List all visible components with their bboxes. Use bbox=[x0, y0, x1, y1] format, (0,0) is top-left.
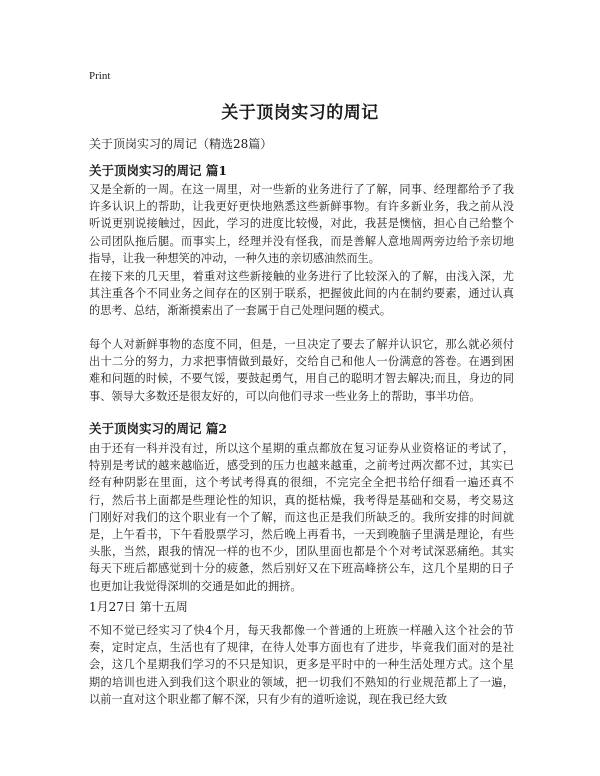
paragraph-3-1: 不知不觉已经实习了快4个月，每天我都像一个普通的上班族一样融入这个社会的节奏，定时定点，生活也有了规律，在待人处事方面也有了进步，毕竟我们面对的是社会，这几个星期我们学习的不只是知识，更多是平时中的一种生活处理方式。这个星期的培训也进入到我们这个职业的领域，把一切我们不熟知的行业规范都上了一遍，以前一直对这个职业都了解不深，只有少有的道听途说，现在我已经大致 bbox=[89, 624, 514, 706]
document-subtitle: 关于顶岗实习的周记（精选28篇） bbox=[89, 137, 273, 151]
print-link[interactable]: Print bbox=[89, 70, 111, 82]
paragraph-1-1: 又是全新的一周。在这一周里，对一些新的业务进行了了解，同事、经理都给予了我许多认识上的帮助，让我更好更快地熟悉这些新鲜事物。有许多新业务，我之前从没听说更别说接触过，因此，学习的进度比较慢，对此，我甚是懊恼，担心自己给整个公司团队拖后腿。而事实上，经理并没有怪我，而是善解人意地周两旁边给予亲切地指导，让我一种想笑的冲动，一种久违的亲切感油然而生。 bbox=[89, 183, 514, 265]
section-heading-1: 关于顶岗实习的周记 篇1 bbox=[89, 163, 228, 178]
paragraph-1-3: 每个人对新鲜事物的态度不同，但是，一旦决定了要去了解并认识它，那么就必须付出十二分的努力，力求把事情做到最好，交给自己和他人一份满意的答卷。在遇到困难和问题的时候，不要气馁，要鼓起勇气，用自己的聪明才智去解决;而且，身边的同事、领导大多数还是很友好的，可以向他们寻求一些业务上的帮助，事半功倍。 bbox=[89, 338, 514, 403]
paragraph-1-2: 在接下来的几天里，着重对这些新接触的业务进行了比较深入的了解，由浅入深，尤其注重各个不同业务之间存在的区别于联系，把握彼此间的内在制约要素，通过认真的思考、总结，渐渐摸索出了一套属于自己处理问题的模式。 bbox=[89, 270, 514, 318]
section-heading-2: 关于顶岗实习的周记 篇2 bbox=[89, 421, 228, 436]
page-title: 关于顶岗实习的周记 bbox=[221, 103, 379, 123]
date-line: 1月27日 第十五周 bbox=[89, 600, 188, 614]
paragraph-2-1: 由于还有一科并没有过，所以这个星期的重点都放在复习证券从业资格证的考试了，特别是考试的越来越临近，感受到的压力也越来越重，之前考过两次都不过，其实已经有种阴影在里面，这个考试考得真的很细，不完完全全把书给仔细看一遍还真不行，然后书上面都是些理论性的知识，真的挺枯燥，我考得是基础和交易，考交易这门刚好对我们的这个职业有一个了解，而这也正是我们所缺乏的。我所安排的时间就是，上午看书，下午看股票学习，然后晚上再看书，一天到晚脑子里满是理论，有些头胀，当然，跟我的情况一样的也不少，团队里面也都是个个对考试深恶痛绝。其实每天下班后都感觉到十分的疲惫，然后别好又在下班高峰挤公车，这几个星期的日子也更加让我觉得深圳的交通是如此的拥挤。 bbox=[89, 442, 514, 593]
